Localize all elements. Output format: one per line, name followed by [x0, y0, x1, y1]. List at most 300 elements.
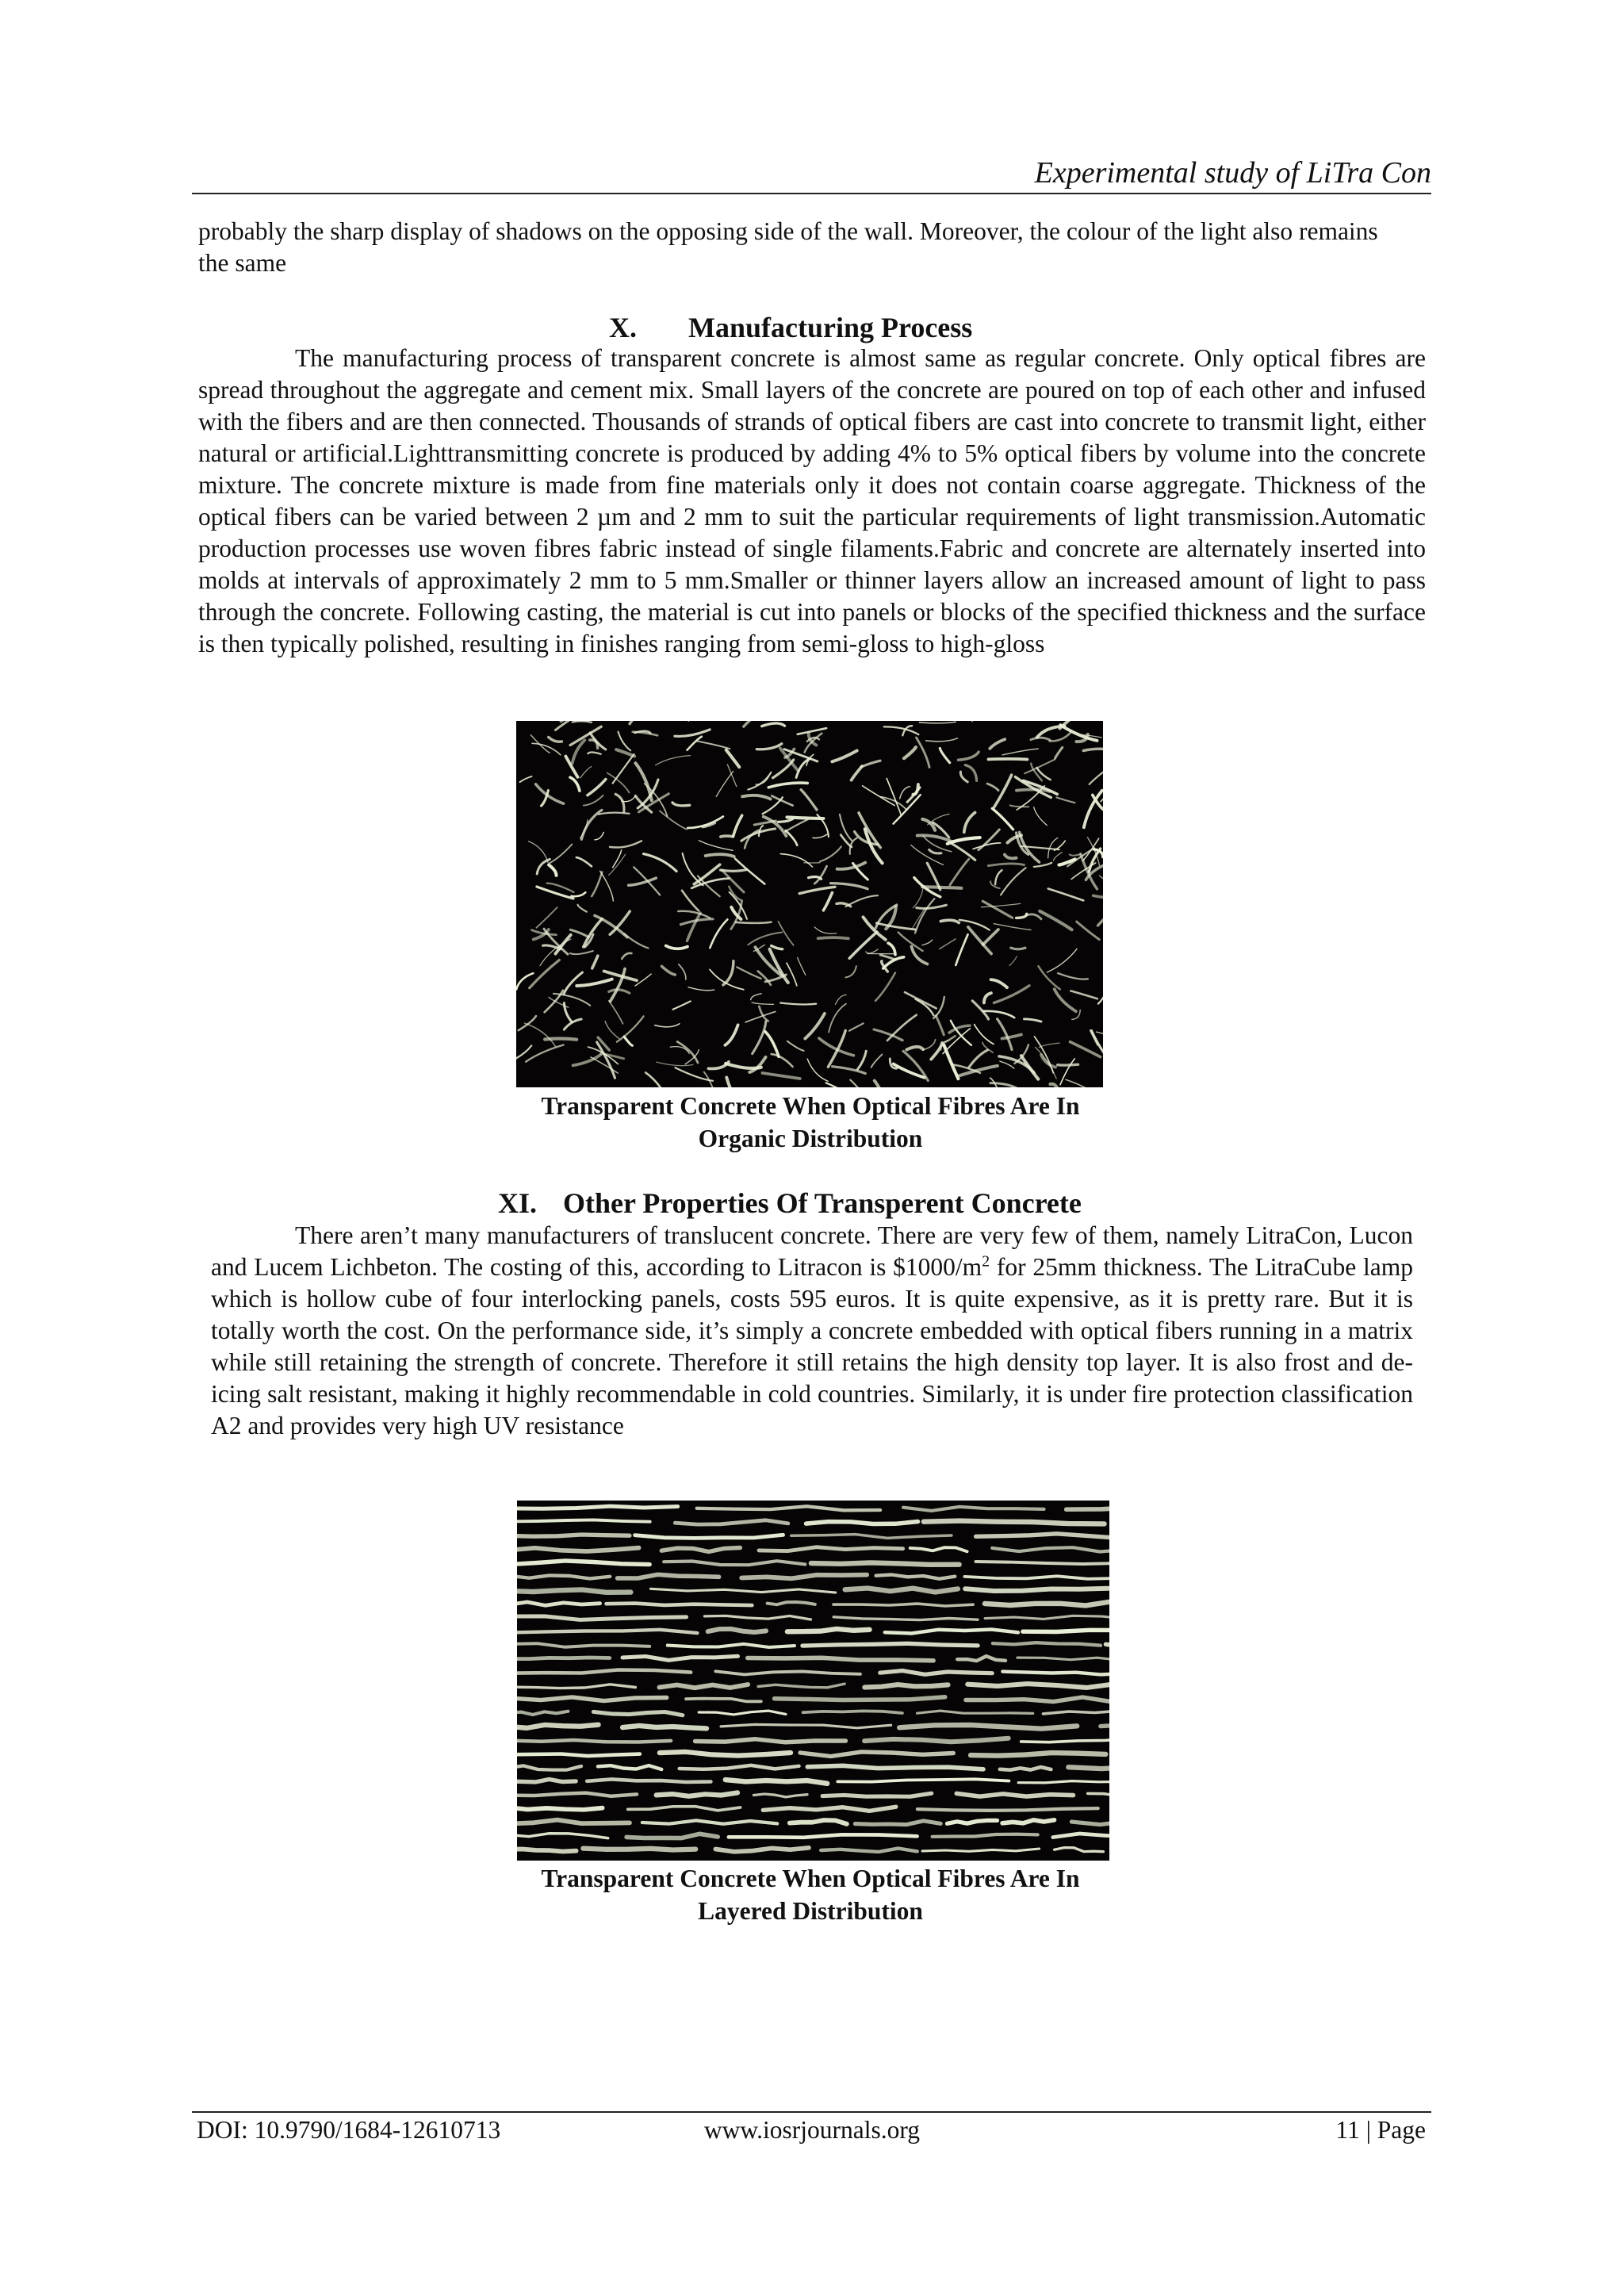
- fibre-strand: [972, 721, 990, 722]
- fibre-strand: [832, 751, 856, 762]
- fibre-strand: [1009, 956, 1017, 966]
- fibre-layer: [726, 1780, 827, 1784]
- fibre-strand: [837, 863, 866, 869]
- fibre-strand: [677, 1041, 698, 1063]
- fibre-strand: [880, 955, 895, 960]
- fibre-layer: [966, 1697, 1109, 1702]
- fibre-layer: [708, 1629, 766, 1632]
- fibre-strand: [578, 905, 587, 912]
- fibre-layer: [517, 1616, 687, 1620]
- fibre-layer: [517, 1520, 650, 1521]
- fibre-strand: [629, 878, 657, 885]
- fibre-strand: [679, 964, 686, 979]
- fibre-strand: [964, 813, 975, 833]
- fibre-strand: [887, 779, 901, 815]
- fibre-strand: [656, 756, 691, 765]
- fibre-strand: [1040, 911, 1071, 930]
- fibre-strand: [580, 767, 592, 778]
- fibre-strand: [520, 776, 532, 782]
- fibre-layer: [628, 1807, 741, 1811]
- fibre-strand: [529, 841, 549, 863]
- fibre-strand: [749, 1057, 765, 1072]
- fibre-layer: [715, 1671, 860, 1674]
- fibre-strand: [871, 1055, 883, 1068]
- fibre-layer: [880, 1671, 992, 1675]
- fibre-strand: [814, 927, 837, 933]
- fibre-strand: [1021, 1056, 1038, 1079]
- fibre-layer: [517, 1506, 678, 1508]
- fibre-strand: [799, 887, 835, 893]
- fibre-strand: [1060, 725, 1097, 741]
- fibre-strand: [530, 960, 560, 988]
- fibre-strand: [1051, 1084, 1059, 1087]
- fibre-layer: [763, 1807, 896, 1811]
- fibre-strand: [549, 865, 556, 876]
- fibre-strand: [600, 871, 614, 901]
- fibre-strand: [759, 1006, 768, 1022]
- fibre-strand: [987, 784, 998, 791]
- fibre-layer: [775, 1697, 945, 1700]
- fibre-strand: [936, 1016, 944, 1035]
- fibre-layer: [985, 1602, 1109, 1606]
- fibre-strand: [1097, 1032, 1104, 1035]
- fibre-layer: [1067, 1506, 1109, 1509]
- fibre-strand: [913, 784, 918, 795]
- journal-website: www.iosrjournals.org: [703, 2116, 921, 2144]
- fibre-strand: [634, 867, 660, 895]
- fibre-strand: [989, 759, 1028, 760]
- fibre-layer: [517, 1575, 610, 1578]
- fibre-strand: [1066, 1079, 1095, 1087]
- fibre-layer: [1023, 1630, 1109, 1632]
- fibre-layer: [517, 1834, 608, 1838]
- fibre-strand: [1058, 973, 1088, 979]
- fibre-layer: [993, 1642, 1101, 1646]
- fibre-layer: [517, 1754, 640, 1757]
- fibre-layer: [661, 1548, 740, 1552]
- fibre-layer: [517, 1765, 581, 1769]
- paragraph-text: There aren’t many manufacturers of translucent concrete. There are very few of them, namely LitraCon, Lucon and Lucem Lichbeton. The costing of this, according to Litracon is $1000/m: [211, 1221, 1413, 1281]
- fibre-strand: [1050, 733, 1071, 741]
- fibre-strand: [849, 1023, 864, 1030]
- fibre-layer: [753, 1794, 807, 1797]
- figure2-caption-line2: Layered Distribution: [698, 1897, 923, 1925]
- fibre-strand: [1098, 978, 1103, 1004]
- fibre-strand: [576, 979, 611, 986]
- fibre-strand: [570, 777, 580, 791]
- fibre-layer: [917, 1808, 1098, 1811]
- fibre-strand: [645, 1072, 668, 1087]
- fibre-strand: [525, 1023, 556, 1046]
- fibre-strand: [751, 994, 761, 1000]
- fibre-strand: [850, 1080, 859, 1087]
- fibre-strand: [959, 920, 990, 930]
- fibre-strand: [975, 1025, 994, 1045]
- fibre-strand: [636, 763, 652, 800]
- fibre-layer: [967, 1684, 1109, 1688]
- fibre-layer: [864, 1738, 1009, 1742]
- fibre-layer: [948, 1820, 998, 1823]
- manufacturing-paragraph: The manufacturing process of transparent concrete is almost same as regular concrete. Only optical fibres are spread throughout the aggregate and cement mix. Small layers of the concrete are poured on top of each other and infused with the fibers and are then connected. Thousands of strands of optical fibers are cast into concrete to transmit light, either natural or artificial.Lighttransmitting concrete is produced by adding 4% to 5% optical fibers by volume into the concrete mixture. The concrete mixture is made from fine materials only it does not contain coarse aggregate. Thickness of the optical fibers can be varied between 2 µm and 2 mm to suit the particular requirements of light transmission.Automatic production processes use woven fibres fabric instead of single filaments.Fabric and concrete are alternately inserted into molds at intervals of approximately 2 mm to 5 mm.Smaller or thinner layers allow an increased amount of light to pass through the concrete. Following casting, the material is cut into panels or blocks of the specified thickness and the surface is then typically polished, resulting in finishes ranging from semi-gloss to high-gloss: [198, 344, 1426, 657]
- fibre-layer: [517, 1670, 691, 1673]
- fibre-layer: [1000, 1767, 1051, 1770]
- fibre-layer: [1055, 1848, 1104, 1852]
- fibre-strand: [697, 741, 730, 749]
- fibre-strand: [726, 750, 739, 768]
- fibre-layer: [1101, 1724, 1109, 1728]
- fibre-layer: [976, 1534, 1109, 1538]
- footer-rule: [192, 2111, 1431, 2113]
- fibre-strand: [762, 723, 785, 726]
- fibre-layer: [635, 1535, 783, 1538]
- fibre-strand: [864, 917, 886, 939]
- fibre-layer: [1043, 1711, 1109, 1715]
- fibre-strand: [1039, 1043, 1059, 1047]
- fibre-strand: [1090, 769, 1103, 784]
- fibre-strand: [564, 972, 582, 994]
- fibre-strand: [662, 966, 676, 975]
- fibre-strand: [866, 949, 878, 953]
- fibre-strand: [929, 850, 941, 853]
- fibre-layer: [517, 1589, 630, 1592]
- fibre-layer: [976, 1562, 1110, 1564]
- fibre-layer: [680, 1765, 799, 1769]
- fibre-strand: [960, 772, 967, 782]
- fibre-strand: [519, 1016, 536, 1030]
- fibre-layer: [917, 1711, 1033, 1713]
- fibre-strand: [884, 726, 919, 734]
- fibre-layer: [583, 1849, 695, 1850]
- fibre-layer: [517, 1780, 576, 1782]
- fibre-strand: [965, 765, 976, 781]
- fibre-strand: [1024, 1019, 1041, 1022]
- fibre-strand: [956, 934, 967, 965]
- fibre-strand: [875, 1081, 893, 1087]
- fibre-strand: [676, 1068, 714, 1081]
- fibre-strand: [1001, 868, 1025, 895]
- fibre-strand: [605, 1022, 619, 1039]
- fibre-layer: [1053, 1834, 1109, 1838]
- fibre-strand: [959, 752, 979, 760]
- fibre-strand: [818, 937, 848, 938]
- fibre-layer: [802, 1643, 978, 1646]
- fibre-strand: [682, 891, 699, 911]
- fibre-strand: [680, 919, 713, 925]
- section-number: XI.: [498, 1187, 538, 1219]
- fibre-strand: [576, 857, 592, 866]
- fibre-strand: [813, 834, 827, 838]
- fibre-strand: [710, 919, 727, 948]
- fibre-layer: [833, 1617, 978, 1620]
- fibre-layer: [922, 1849, 1040, 1851]
- fibre-strand: [1026, 914, 1041, 919]
- fibre-strand: [820, 846, 841, 861]
- fibre-strand: [1090, 1030, 1097, 1045]
- fibre-strand: [613, 754, 634, 784]
- fibre-strand: [949, 842, 975, 861]
- fibre-strand: [982, 901, 1012, 918]
- fibre-strand: [915, 899, 934, 933]
- fibre-layer: [800, 1752, 953, 1757]
- fibre-strand: [733, 815, 742, 837]
- fibre-layer: [791, 1535, 952, 1539]
- fibre-layer: [517, 1740, 671, 1742]
- fibre-strand: [875, 973, 895, 1001]
- fibre-layer: [876, 1575, 956, 1579]
- fibre-strand: [863, 786, 895, 806]
- fibre-layer: [721, 1724, 891, 1727]
- fibre-strand: [599, 813, 630, 815]
- fibre-strand: [1058, 1064, 1078, 1065]
- fibre-strand: [716, 772, 733, 797]
- fibre-strand: [672, 803, 690, 806]
- fibre-strand: [723, 961, 733, 985]
- fibre-strand: [1100, 876, 1104, 895]
- fibre-strand: [592, 872, 602, 896]
- fibre-layer: [924, 1521, 1105, 1524]
- fibre-layer: [668, 1644, 795, 1647]
- fibre-layer: [695, 1739, 846, 1742]
- fibre-strand: [609, 854, 626, 875]
- fibre-strand: [1094, 895, 1103, 897]
- fibre-strand: [1047, 949, 1077, 972]
- fibre-strand: [752, 1002, 774, 1004]
- figure2-caption-line1: Transparent Concrete When Optical Fibres Are In: [541, 1865, 1080, 1892]
- fibre-strand: [609, 990, 630, 993]
- fibre-strand: [906, 1047, 923, 1050]
- fibre-strand: [710, 969, 744, 989]
- fibre-strand: [660, 811, 687, 829]
- continuation-paragraph: probably the sharp display of shadows on the opposing side of the wall. Moreover, the colour of the light also remains the same: [198, 217, 1378, 277]
- fibre-strand: [1077, 922, 1100, 940]
- fibre-layer: [806, 1522, 918, 1524]
- fibre-strand: [1048, 889, 1083, 901]
- fibre-strand: [1060, 1059, 1074, 1085]
- other-properties-paragraph: [211, 1220, 1413, 1442]
- fibre-layer: [622, 1656, 738, 1660]
- fibre-strand: [768, 783, 807, 788]
- fibre-layer: [517, 1685, 635, 1688]
- fibre-layer: [705, 1616, 811, 1619]
- fibre-strand: [1017, 789, 1050, 791]
- fibre-strand: [995, 870, 1002, 884]
- fibre-strand: [526, 1045, 564, 1062]
- fibre-strand: [549, 738, 562, 742]
- fibre-strand: [675, 730, 710, 737]
- fibre-layer: [1071, 1820, 1109, 1824]
- fibre-strand: [609, 1001, 623, 1024]
- fibre-strand: [584, 919, 602, 947]
- fibre-strand: [1031, 738, 1050, 740]
- fibre-strand: [699, 841, 733, 851]
- fibre-strand: [516, 1045, 531, 1058]
- fibre-strand: [737, 967, 761, 979]
- fibre-strand: [876, 923, 915, 930]
- fibre-layer: [517, 1658, 610, 1659]
- fibre-strand: [994, 775, 1012, 809]
- fibre-strand: [570, 930, 588, 937]
- fibre-layer: [864, 1685, 948, 1687]
- fibre-layer: [758, 1684, 845, 1688]
- section-number: X.: [609, 312, 637, 343]
- fibre-layer: [517, 1548, 639, 1551]
- fibre-strand: [900, 787, 910, 799]
- fibre-layer: [811, 1562, 959, 1564]
- fibre-strand: [550, 845, 572, 864]
- fibre-layer: [660, 1752, 791, 1756]
- fibre-strand: [823, 893, 832, 910]
- fibre-strand: [584, 795, 603, 806]
- fibre-strand: [706, 854, 734, 857]
- figure1-caption: [476, 1090, 1145, 1155]
- fibre-layer: [626, 1834, 718, 1838]
- fibre-strand: [725, 1025, 737, 1045]
- fibre-strand: [809, 877, 822, 880]
- fibre-strand: [913, 886, 923, 908]
- fibre-layer: [517, 1643, 649, 1647]
- fibre-strand: [990, 739, 1005, 749]
- fibre-layer: [910, 1547, 967, 1551]
- fibre-strand: [622, 953, 631, 959]
- fibre-strand: [1002, 749, 1038, 755]
- fibre-strand: [727, 765, 736, 787]
- fibre-strand: [807, 1059, 828, 1081]
- fibre-strand: [780, 854, 812, 867]
- fibre-layer: [675, 1520, 788, 1524]
- fibre-strand: [1054, 853, 1063, 861]
- fibre-strand: [831, 884, 868, 889]
- fibre-strand: [904, 747, 916, 758]
- fibre-layer: [964, 1576, 1109, 1579]
- fibre-strand: [1037, 726, 1065, 737]
- organic-fibre-photo: [516, 721, 1103, 1087]
- fibre-strand: [923, 1040, 936, 1050]
- fibre-layer: [822, 1793, 932, 1796]
- fibre-layer: [1002, 1820, 1054, 1823]
- layered-fibre-photo: [517, 1501, 1109, 1861]
- fibre-strand: [836, 995, 847, 1004]
- fibre-strand: [1055, 841, 1066, 850]
- fibre-strand: [624, 1037, 632, 1045]
- fibre-layer: [1021, 1738, 1109, 1742]
- fibre-layer: [517, 1697, 667, 1701]
- fibre-layer: [821, 1849, 917, 1852]
- figure2-caption: [476, 1862, 1145, 1927]
- fibre-strand: [1071, 991, 1097, 999]
- fibre-strand: [595, 833, 603, 840]
- fibre-strand: [673, 1001, 691, 1009]
- fibre-strand: [845, 966, 856, 977]
- fibre-strand: [888, 943, 895, 955]
- fibre-layer: [697, 1506, 880, 1510]
- header-rule: [192, 193, 1431, 194]
- fibre-strand: [536, 784, 564, 803]
- fibre-strand: [805, 1014, 825, 1039]
- fibre-layer: [715, 1848, 809, 1852]
- fibre-layer: [593, 1711, 683, 1715]
- fibre-layer: [660, 1685, 749, 1688]
- fibre-layer: [965, 1589, 1108, 1591]
- fibre-strand: [940, 920, 959, 922]
- fibre-strand: [833, 1067, 866, 1074]
- fibre-layer: [885, 1630, 1018, 1634]
- fibre-layer: [699, 1711, 786, 1715]
- fibre-strand: [940, 939, 956, 949]
- fibre-strand: [972, 1001, 988, 1019]
- fibre-layer: [741, 1575, 867, 1579]
- fibre-strand: [753, 1022, 766, 1054]
- fibre-layer: [517, 1602, 600, 1605]
- fibre-layer: [790, 1820, 847, 1824]
- fibre-strand: [857, 1051, 866, 1069]
- fibre-strand: [990, 1083, 1019, 1087]
- fibre-layer: [1002, 1672, 1109, 1675]
- fibre-strand: [736, 922, 772, 923]
- running-title: Experimental study of LiTra Con: [1034, 156, 1431, 190]
- fibre-strand: [988, 864, 1024, 866]
- fibre-layer: [855, 1821, 940, 1825]
- fibre-strand: [644, 854, 677, 872]
- fibre-strand: [765, 1032, 779, 1057]
- fibre-strand: [940, 749, 949, 763]
- fibre-layer: [618, 1574, 719, 1578]
- fibre-strand: [1056, 798, 1074, 803]
- fibre-strand: [837, 903, 851, 907]
- fibre-strand: [905, 992, 936, 1008]
- fibre-strand: [630, 721, 638, 724]
- fibre-strand: [532, 743, 561, 755]
- fibre-strand: [787, 1041, 804, 1051]
- fibre-strand: [1002, 1035, 1021, 1039]
- fibre-strand: [998, 1019, 1012, 1050]
- fibre-layer: [729, 1834, 917, 1838]
- fibre-layer: [607, 1604, 753, 1606]
- fibre-strand: [726, 1078, 743, 1087]
- fibre-strand: [1034, 863, 1051, 867]
- fibre-strand: [570, 951, 593, 954]
- fibre-strand: [984, 993, 991, 1002]
- fibre-strand: [903, 1051, 928, 1080]
- fibre-layer: [748, 1658, 933, 1661]
- fibre-layer: [807, 1765, 983, 1769]
- fibre-layer: [517, 1820, 630, 1824]
- fibre-layer: [957, 1656, 1005, 1661]
- fibre-strand: [780, 1003, 816, 1005]
- fibre-layer: [651, 1589, 836, 1593]
- fibre-layer: [787, 1629, 870, 1631]
- fibre-strand: [573, 721, 592, 723]
- fibre-strand: [655, 1024, 680, 1027]
- fibre-strand: [564, 1019, 581, 1029]
- fibre-layer: [933, 1834, 1038, 1837]
- fibre-layer: [657, 1792, 737, 1796]
- fibre-strand: [1083, 749, 1103, 751]
- fibre-strand: [726, 1064, 761, 1068]
- fibre-layer: [899, 1725, 1077, 1729]
- fibre-strand: [592, 956, 598, 968]
- fibre-strand: [894, 795, 921, 823]
- fibre-strand: [829, 1004, 846, 1033]
- fibre-layer: [992, 1547, 1109, 1551]
- fibre-layer: [517, 1535, 630, 1536]
- fibre-layer: [768, 1602, 815, 1604]
- fibre-strand: [678, 911, 710, 918]
- fibre-layer: [598, 1765, 661, 1769]
- fibre-strand: [950, 859, 969, 885]
- fibre-strand: [926, 738, 958, 742]
- fibre-strand: [613, 850, 622, 868]
- fibre-layer: [686, 1699, 761, 1702]
